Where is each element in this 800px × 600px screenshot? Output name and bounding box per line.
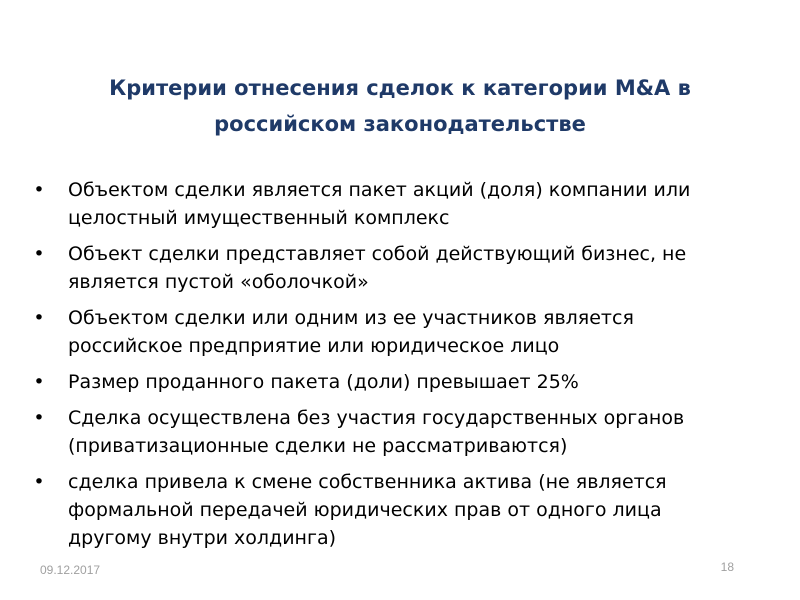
- bullet-icon: •: [33, 407, 45, 429]
- page-number: 18: [720, 560, 734, 574]
- footer-date: 09.12.2017: [40, 563, 101, 577]
- bullet-text: Объект сделки представляет собой действующий бизнес, не является пустой «оболочкой»: [68, 243, 687, 293]
- slide-title-line-2: российском законодательстве: [214, 112, 586, 136]
- bullet-text: Объектом сделки или одним из ее участников является российское предприятие или юридическое лицо: [68, 307, 634, 357]
- slide-title: [40, 70, 760, 142]
- bullet-icon: •: [33, 371, 45, 393]
- slide-title-line-1: Критерии отнесения сделок к категории M&A в: [109, 76, 691, 100]
- bullet-icon: •: [33, 307, 45, 329]
- bullet-text: Сделка осуществлена без участия государственных органов (приватизационные сделки не рассматриваются): [68, 407, 685, 457]
- bullet-item: [30, 368, 745, 396]
- bullet-text: Объектом сделки является пакет акций (доля) компании или целостный имущественный комплекс: [68, 179, 691, 229]
- bullet-icon: •: [33, 243, 45, 265]
- bullet-text: Размер проданного пакета (доли) превышает 25%: [68, 371, 579, 393]
- bullet-icon: •: [33, 471, 45, 493]
- bullet-icon: •: [33, 179, 45, 201]
- bullet-item: [30, 240, 745, 296]
- bullet-item: [30, 176, 745, 232]
- bullet-item: [30, 404, 745, 460]
- bullet-text: сделка привела к смене собственника актива (не является формальной передачей юридических прав от одного лица другому внутри холдинга): [68, 471, 667, 549]
- bullet-item: [30, 468, 745, 552]
- bullet-list: [30, 176, 745, 560]
- bullet-item: [30, 304, 745, 360]
